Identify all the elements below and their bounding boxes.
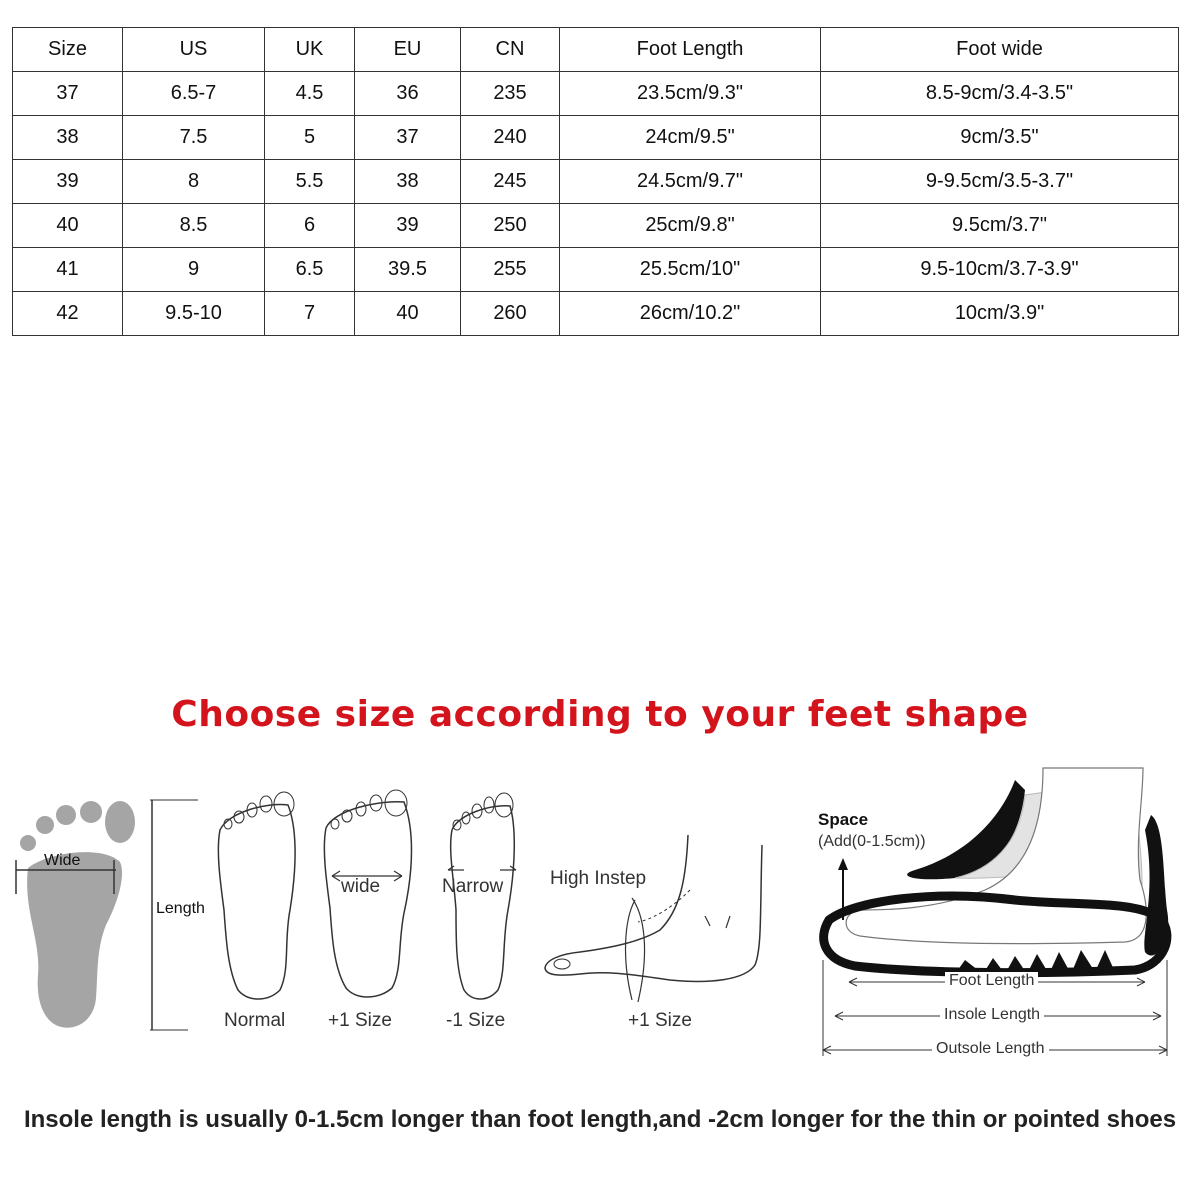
cell-eu: 37 bbox=[355, 116, 461, 160]
cell-eu: 38 bbox=[355, 160, 461, 204]
header-cn: CN bbox=[461, 28, 560, 72]
table-row bbox=[13, 116, 1179, 160]
foot-length-label: Foot Length bbox=[945, 972, 1038, 990]
cell-size: 40 bbox=[13, 204, 123, 248]
space-note: (Add(0-1.5cm)) bbox=[818, 833, 926, 850]
length-measure-label: Length bbox=[156, 900, 205, 917]
cell-foot-length: 24cm/9.5" bbox=[560, 116, 821, 160]
cell-uk: 4.5 bbox=[265, 72, 355, 116]
cell-us: 9.5-10 bbox=[123, 292, 265, 336]
cell-cn: 250 bbox=[461, 204, 560, 248]
cell-uk: 5 bbox=[265, 116, 355, 160]
cell-foot-wide: 10cm/3.9" bbox=[821, 292, 1179, 336]
footprint-sole-icon bbox=[27, 852, 122, 1028]
cell-uk: 5.5 bbox=[265, 160, 355, 204]
table-row bbox=[13, 292, 1179, 336]
header-foot-wide: Foot wide bbox=[821, 28, 1179, 72]
cell-uk: 6 bbox=[265, 204, 355, 248]
cell-foot-wide: 9-9.5cm/3.5-3.7" bbox=[821, 160, 1179, 204]
guide-title: Choose size according to your feet shape bbox=[171, 694, 1029, 735]
header-eu: EU bbox=[355, 28, 461, 72]
cell-size: 38 bbox=[13, 116, 123, 160]
insole-length-label: Insole Length bbox=[940, 1006, 1044, 1024]
cell-foot-length: 25.5cm/10" bbox=[560, 248, 821, 292]
normal-caption: Normal bbox=[224, 1010, 286, 1031]
cell-uk: 6.5 bbox=[265, 248, 355, 292]
cell-us: 8.5 bbox=[123, 204, 265, 248]
high-instep-foot-icon bbox=[540, 830, 770, 1010]
header-size: Size bbox=[13, 28, 123, 72]
narrow-caption: -1 Size bbox=[446, 1010, 506, 1031]
table-row bbox=[13, 72, 1179, 116]
outsole-length-label: Outsole Length bbox=[932, 1040, 1049, 1058]
cell-cn: 240 bbox=[461, 116, 560, 160]
high-instep-caption: +1 Size bbox=[628, 1010, 692, 1031]
cell-us: 6.5-7 bbox=[123, 72, 265, 116]
wide-label: wide bbox=[341, 876, 381, 897]
wide-caption: +1 Size bbox=[328, 1010, 392, 1031]
cell-foot-length: 24.5cm/9.7" bbox=[560, 160, 821, 204]
toe-print-icon bbox=[20, 835, 36, 851]
toe-print-icon bbox=[80, 801, 102, 823]
normal-foot-icon bbox=[208, 790, 308, 1005]
cell-foot-length: 25cm/9.8" bbox=[560, 204, 821, 248]
size-chart-table bbox=[12, 27, 1179, 336]
cell-foot-wide: 9.5-10cm/3.7-3.9" bbox=[821, 248, 1179, 292]
cell-us: 7.5 bbox=[123, 116, 265, 160]
cell-size: 39 bbox=[13, 160, 123, 204]
header-foot-length: Foot Length bbox=[560, 28, 821, 72]
space-title: Space bbox=[818, 810, 869, 829]
toe-print-icon bbox=[105, 801, 135, 843]
header-us: US bbox=[123, 28, 265, 72]
cell-foot-wide: 8.5-9cm/3.4-3.5" bbox=[821, 72, 1179, 116]
cell-cn: 235 bbox=[461, 72, 560, 116]
table-row bbox=[13, 160, 1179, 204]
cell-us: 9 bbox=[123, 248, 265, 292]
cell-foot-wide: 9.5cm/3.7" bbox=[821, 204, 1179, 248]
cell-us: 8 bbox=[123, 160, 265, 204]
table-row bbox=[13, 248, 1179, 292]
wide-measure-label: Wide bbox=[44, 852, 81, 869]
cell-cn: 255 bbox=[461, 248, 560, 292]
cell-eu: 40 bbox=[355, 292, 461, 336]
cell-uk: 7 bbox=[265, 292, 355, 336]
cell-cn: 260 bbox=[461, 292, 560, 336]
header-uk: UK bbox=[265, 28, 355, 72]
toe-print-icon bbox=[56, 805, 76, 825]
narrow-label: Narrow bbox=[442, 876, 504, 897]
cell-eu: 36 bbox=[355, 72, 461, 116]
high-instep-label: High Instep bbox=[550, 868, 647, 889]
cell-eu: 39 bbox=[355, 204, 461, 248]
cell-foot-wide: 9cm/3.5" bbox=[821, 116, 1179, 160]
cell-foot-length: 23.5cm/9.3" bbox=[560, 72, 821, 116]
table-row bbox=[13, 204, 1179, 248]
cell-foot-length: 26cm/10.2" bbox=[560, 292, 821, 336]
cell-size: 41 bbox=[13, 248, 123, 292]
cell-cn: 245 bbox=[461, 160, 560, 204]
cell-size: 37 bbox=[13, 72, 123, 116]
cell-eu: 39.5 bbox=[355, 248, 461, 292]
table-header-row bbox=[13, 28, 1179, 72]
toe-print-icon bbox=[36, 816, 54, 834]
cell-size: 42 bbox=[13, 292, 123, 336]
insole-footnote: Insole length is usually 0-1.5cm longer than foot length,and -2cm longer for the thin or pointed shoes bbox=[23, 1106, 1177, 1133]
